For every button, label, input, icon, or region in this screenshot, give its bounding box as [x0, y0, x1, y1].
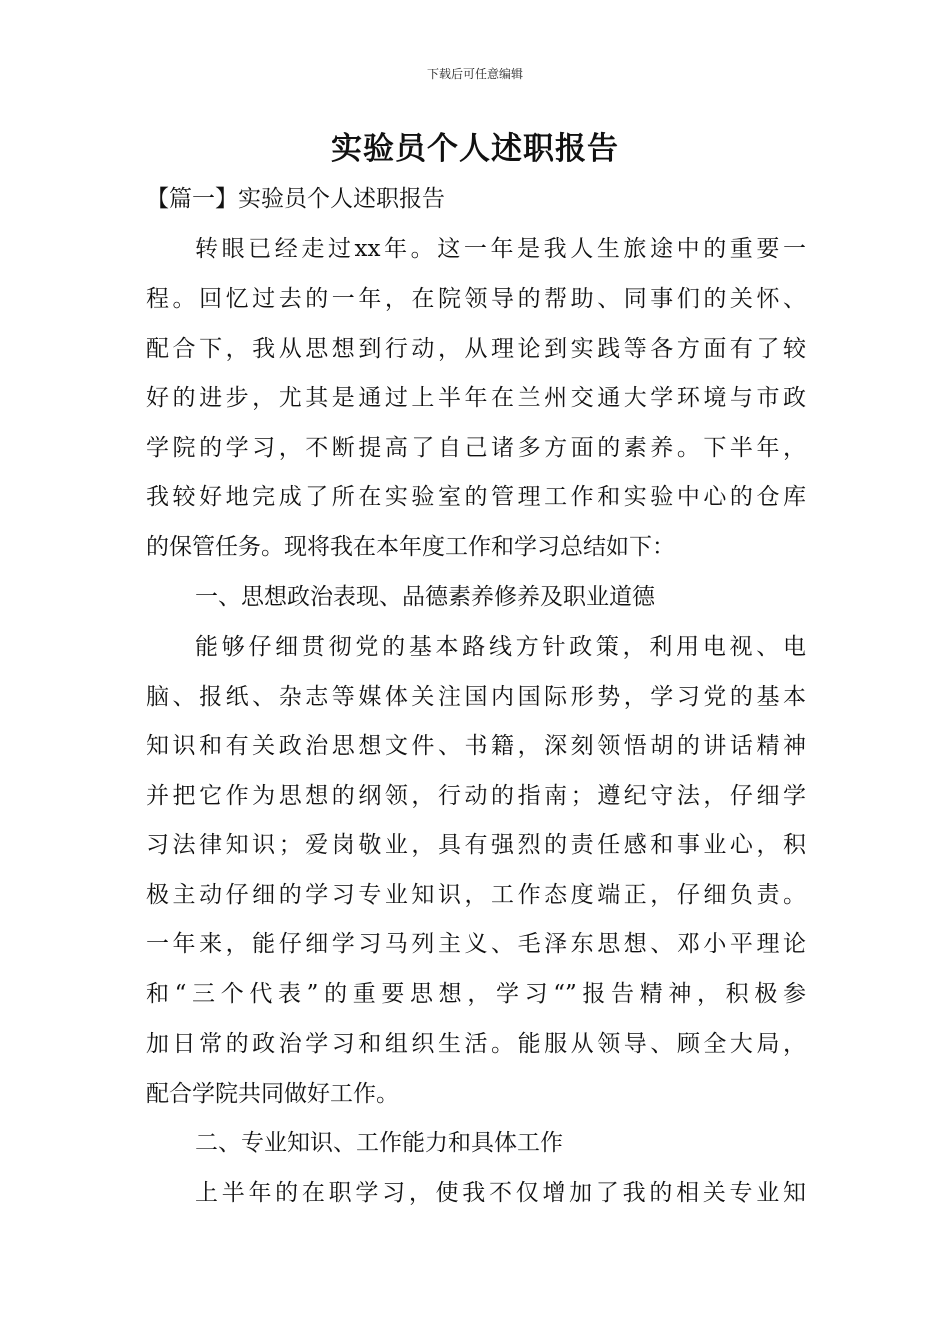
paragraph-line: 加日常的政治学习和组织生活。能服从领导、顾全大局， — [146, 1031, 806, 1057]
paragraph-line: 习法律知识；爱岗敬业，具有强烈的责任感和事业心，积 — [146, 832, 806, 858]
paragraph-line: 程。回忆过去的一年，在院领导的帮助、同事们的关怀、 — [146, 286, 806, 312]
paragraph-line: 配合下，我从思想到行动，从理论到实践等各方面有了较 — [146, 336, 806, 362]
paragraph-line: 脑、报纸、杂志等媒体关注国内国际形势，学习党的基本 — [146, 684, 806, 710]
paragraph-line: 并把它作为思想的纲领，行动的指南；遵纪守法，仔细学 — [146, 783, 806, 809]
document-title: 实验员个人述职报告 — [331, 131, 619, 167]
paragraph-line: 我较好地完成了所在实验室的管理工作和实验中心的仓库 — [146, 484, 806, 510]
paragraph-line: 知识和有关政治思想文件、书籍，深刻领悟胡的讲话精神 — [146, 733, 806, 759]
paragraph-line: 极主动仔细的学习专业知识，工作态度端正，仔细负责。 — [146, 882, 806, 908]
paragraph-line: 能够仔细贯彻党的基本路线方针政策，利用电视、电 — [195, 634, 806, 660]
paragraph-line: 好的进步，尤其是通过上半年在兰州交通大学环境与市政 — [146, 385, 806, 411]
page-header-note: 下载后可任意编辑 — [426, 67, 523, 81]
paragraph-line: 上半年的在职学习，使我不仅增加了我的相关专业知 — [195, 1180, 806, 1206]
paragraph-line: 的保管任务。现将我在本年度工作和学习总结如下： — [146, 534, 675, 560]
paragraph-line: 一年来，能仔细学习马列主义、毛泽东思想、邓小平理论 — [146, 931, 806, 957]
paragraph-line: 学院的学习，不断提高了自己诸多方面的素养。下半年， — [146, 435, 806, 461]
section-heading: 【篇一】实验员个人述职报告 — [146, 186, 445, 212]
paragraph-line: 配合学院共同做好工作。 — [146, 1081, 399, 1107]
paragraph-line: 转眼已经走过xx年。这一年是我人生旅途中的重要一 — [195, 236, 806, 262]
subheading-line: 二、专业知识、工作能力和具体工作 — [195, 1130, 563, 1156]
paragraph-line: 和“三个代表”的重要思想，学习“”报告精神，积极参 — [146, 981, 806, 1007]
subheading-line: 一、思想政治表现、品德素养修养及职业道德 — [195, 584, 655, 610]
